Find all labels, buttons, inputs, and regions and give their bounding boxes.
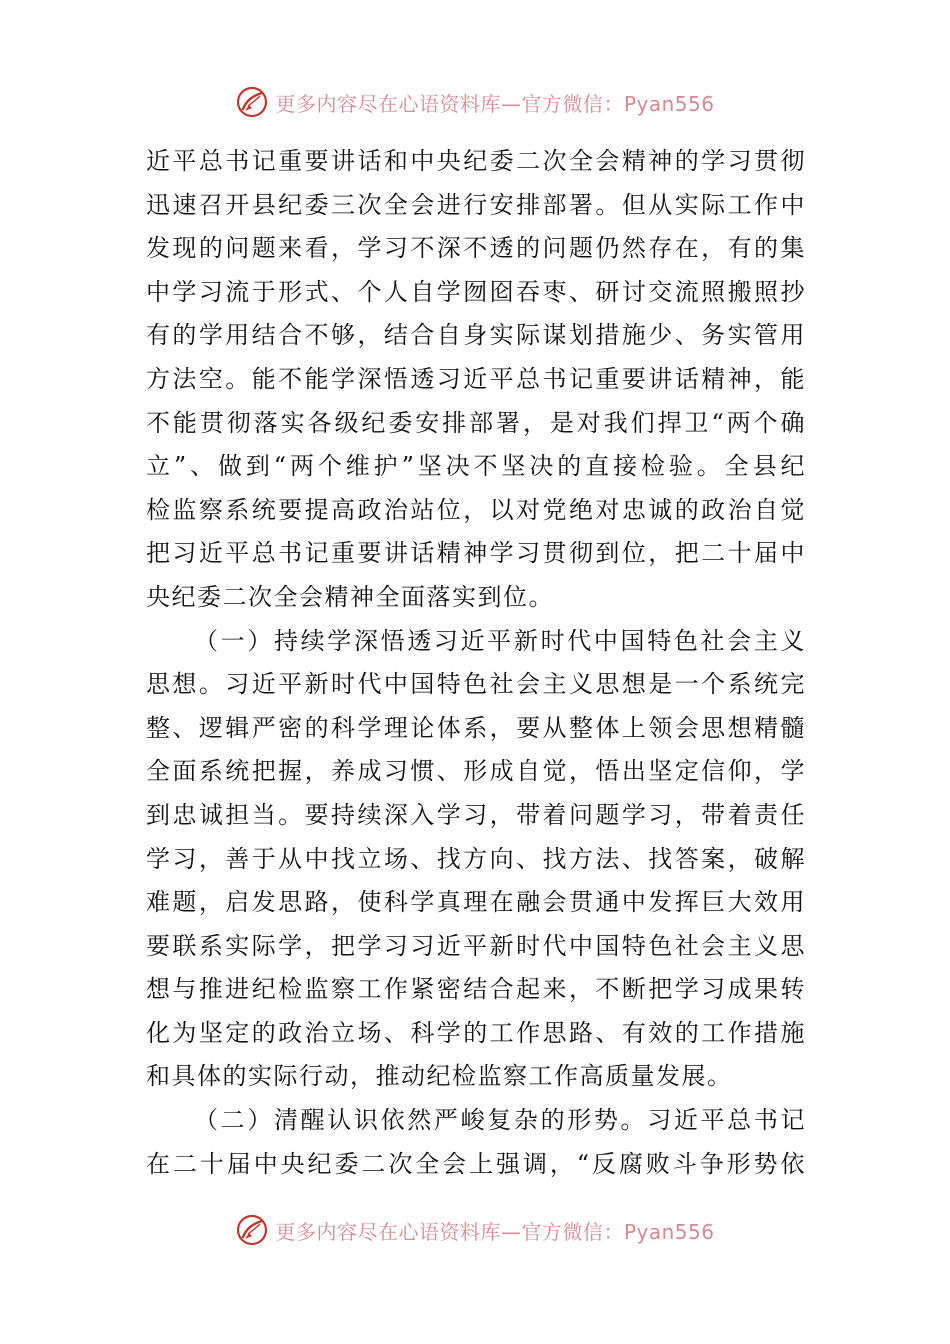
text-line: 发现的问题来看，学习不深不透的问题仍然存在，有的集: [146, 234, 806, 263]
header-banner: [0, 82, 950, 122]
text-line: 央纪委二次全会精神全面落实到位。: [146, 582, 554, 611]
text-line: 在二十届中央纪委二次全会上强调，“反腐败斗争形势依: [146, 1149, 806, 1178]
text-line: 学习，善于从中找立场、找方向、找方法、找答案，破解: [146, 844, 806, 873]
text-line: 不能贯彻落实各级纪委安排部署，是对我们捍卫“两个确: [146, 408, 806, 437]
banner-text: 更多内容尽在心语资料库—官方微信：Pyan556: [275, 91, 715, 116]
text-line: 近平总书记重要讲话和中央纪委二次全会精神的学习贯彻: [146, 147, 806, 175]
text-line: 迅速召开县纪委三次全会进行安排部署。但从实际工作中: [146, 190, 806, 219]
banner-text: 更多内容尽在心语资料库—官方微信：Pyan556: [275, 1219, 715, 1244]
pen-swirl-logo-icon: [235, 85, 269, 119]
text-line: 检监察系统要提高政治站位，以对党绝对忠诚的政治自觉: [146, 495, 806, 524]
text-line: 要联系实际学，把学习习近平新时代中国特色社会主义思: [146, 931, 806, 960]
text-line: 难题，启发思路，使科学真理在融会贯通中发挥巨大效用: [146, 888, 806, 917]
text-line: 全面系统把握，养成习惯、形成自觉，悟出坚定信仰，学: [146, 757, 806, 786]
document-body: [146, 140, 806, 1186]
paragraph: [146, 1099, 806, 1186]
text-line: 和具体的实际行动，推动纪检监察工作高质量发展。: [146, 1062, 733, 1091]
text-line: 中学习流于形式、个人自学囫囵吞枣、研讨交流照搬照抄: [146, 277, 806, 306]
text-line: 思想。习近平新时代中国特色社会主义思想是一个系统完: [146, 670, 806, 699]
paragraph: [146, 140, 806, 620]
text-line: （二）清醒认识依然严峻复杂的形势。习近平总书记: [194, 1106, 806, 1135]
text-line: 化为坚定的政治立场、科学的工作思路、有效的工作措施: [146, 1018, 806, 1047]
pen-swirl-logo-icon: [235, 1213, 269, 1247]
text-line: 到忠诚担当。要持续深入学习，带着问题学习，带着责任: [146, 800, 806, 829]
text-line: 想与推进纪检监察工作紧密结合起来，不断把学习成果转: [146, 975, 806, 1004]
text-line: 把习近平总书记重要讲话精神学习贯彻到位，把二十届中: [146, 539, 806, 568]
text-line: 方法空。能不能学深悟透习近平总书记重要讲话精神，能: [146, 364, 806, 393]
text-line: 有的学用结合不够，结合自身实际谋划措施少、务实管用: [146, 321, 806, 350]
text-line: （一）持续学深悟透习近平新时代中国特色社会主义: [194, 626, 806, 655]
footer-banner: [0, 1210, 950, 1250]
paragraph: [146, 620, 806, 1100]
text-line: 整、逻辑严密的科学理论体系，要从整体上领会思想精髓: [146, 713, 806, 742]
text-line: 立”、做到“两个维护”坚决不坚决的直接检验。全县纪: [146, 452, 806, 481]
